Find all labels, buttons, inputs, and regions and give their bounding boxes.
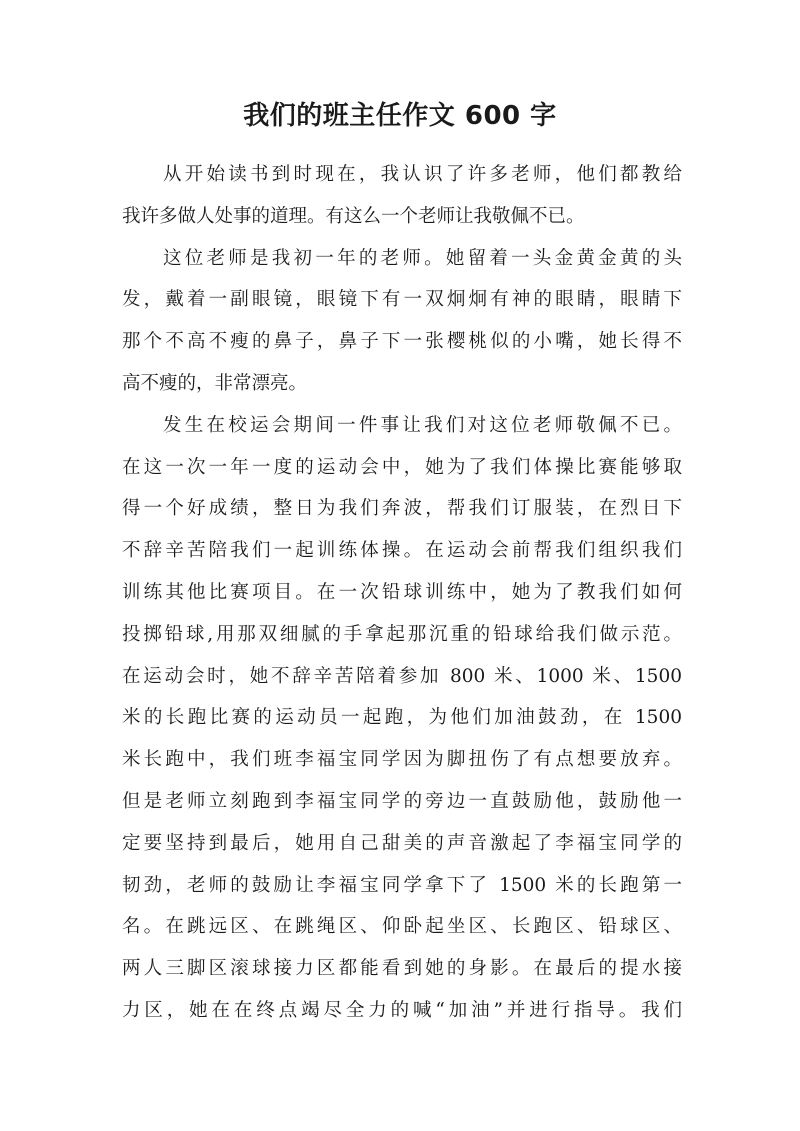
text-line: 那个不高不瘦的鼻子，鼻子下一张樱桃似的小嘴，她长得不 (122, 331, 682, 353)
text-line: 米长跑中，我们班李福宝同学因为脚扭伤了有点想要放弃。 (122, 749, 682, 771)
text-line: 不辞辛苦陪我们一起训练体操。在运动会前帮我们组织我们 (122, 540, 682, 562)
text-line: 从开始读书到时现在，我认识了许多老师，他们都教给 (163, 164, 682, 185)
text-line: 投掷铅球,用那双细腻的手拿起那沉重的铅球给我们做示范。 (122, 623, 682, 645)
text-line: 得一个好成绩，整日为我们奔波，帮我们订服装，在烈日下 (122, 498, 682, 520)
text-line: 定要坚持到最后，她用自己甜美的声音激起了李福宝同学的 (122, 832, 682, 854)
text-line: 在这一次一年一度的运动会中，她为了我们体操比赛能够取 (122, 456, 682, 478)
text-line: 训练其他比赛项目。在一次铅球训练中，她为了教我们如何 (122, 581, 682, 603)
text-line: 发生在校运会期间一件事让我们对这位老师敬佩不已。 (163, 414, 682, 436)
text-line: 两人三脚区滚球接力区都能看到她的身影。在最后的提水接 (122, 958, 682, 980)
text-line: 这位老师是我初一年的老师。她留着一头金黄金黄的头 (163, 247, 682, 269)
text-line: 在运动会时，她不辞辛苦陪着参加 800 米、1000 米、1500 (122, 665, 682, 687)
page-title: 我们的班主任作文 600 字 (243, 101, 557, 131)
text-line: 韧劲，老师的鼓励让李福宝同学拿下了 1500 米的长跑第一 (122, 874, 682, 896)
text-line: 力区，她在在终点竭尽全力的喊“加油”并进行指导。我们 (122, 999, 682, 1021)
text-line: 米的长跑比赛的运动员一起跑，为他们加油鼓劲，在 1500 (122, 707, 682, 729)
text-line: 但是老师立刻跑到李福宝同学的旁边一直鼓励他，鼓励他一 (122, 790, 682, 812)
text-line: 我许多做人处事的道理。有这么一个老师让我敬佩不已。 (122, 205, 585, 227)
essay-body (122, 154, 682, 1032)
text-line: 高不瘦的，非常漂亮。 (122, 372, 308, 394)
text-line: 发，戴着一副眼镜，眼镜下有一双炯炯有神的眼睛，眼睛下 (122, 289, 682, 311)
text-line: 名。在跳远区、在跳绳区、仰卧起坐区、长跑区、铅球区、 (122, 916, 682, 938)
